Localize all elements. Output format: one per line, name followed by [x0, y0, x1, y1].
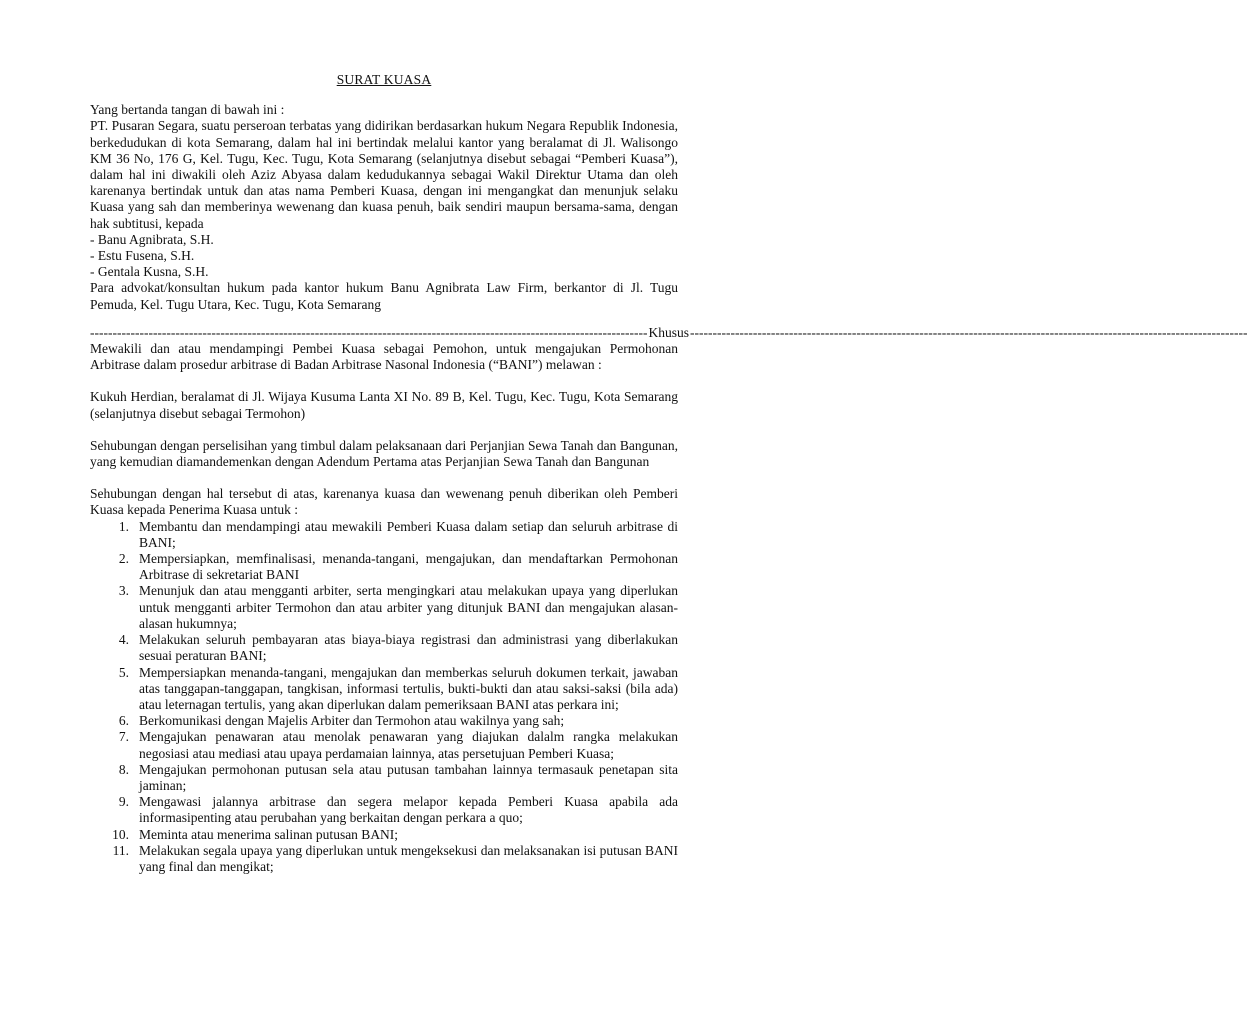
- list-item-text: Mempersiapkan menanda-tangani, mengajukan dan memberkas seluruh dokumen terkait, jawaban atas tanggapan-tanggapan, tangkisan, informasi tertulis, bukti-bukti dan atau saksi-saksi (bila ada) atau leternagan tertulis, yang akan diperlukan dalam pemeriksaan BANI atas perkara ini;: [139, 664, 678, 712]
- list-item: [90, 632, 678, 664]
- section-divider: [90, 324, 1247, 341]
- list-item-number: 5.: [118, 664, 129, 680]
- list-item-number: 3.: [118, 583, 129, 599]
- list-item: [90, 729, 678, 761]
- divider-label: Khusus: [648, 324, 689, 340]
- list-item-number: 8.: [118, 761, 129, 777]
- list-item-text: Mempersiapkan, memfinalisasi, menanda-tangani, mengajukan, dan mendaftarkan Permohonan Arbitrase di sekretariat BANI: [139, 551, 678, 583]
- list-item-text: Mengawasi jalannya arbitrase dan segera melapor kepada Pemberi Kuasa apabila ada informasipenting atau perubahan yang berkaitan dengan perkara a quo;: [139, 794, 678, 826]
- divider-dashes-right: ----------------------------------------------------------------------------------------------------------------------------: [689, 324, 1247, 340]
- intro-line: Yang bertanda tangan di bawah ini :: [90, 102, 285, 118]
- list-item-number: 7.: [118, 729, 129, 745]
- list-item-number: 6.: [118, 713, 129, 729]
- list-item: [90, 665, 678, 714]
- list-item: [90, 713, 678, 729]
- list-item: [90, 551, 678, 583]
- authority-paragraph: Sehubungan dengan hal tersebut di atas, karenanya kuasa dan wewenang penuh diberikan oleh Pemberi Kuasa kepada Penerima Kuasa untuk :: [90, 486, 678, 518]
- list-item-number: 4.: [118, 632, 129, 648]
- attorney-item: - Banu Agnibrata, S.H.: [90, 231, 214, 247]
- list-item-text: Menunjuk dan atau mengganti arbiter, serta mengingkari atau melakukan upaya yang diperlukan untuk mengganti arbiter Termohon dan atau arbiter yang ditunjuk BANI dan mengajukan alasan-alasan hukumnya;: [139, 583, 678, 631]
- list-item-number: 10.: [112, 826, 129, 842]
- respondent-paragraph: Kukuh Herdian, beralamat di Jl. Wijaya Kusuma Lanta XI No. 89 B, Kel. Tugu, Kec. Tugu, Kota Semarang (selanjutnya disebut sebagai Termohon): [90, 389, 678, 421]
- list-item-number: 11.: [112, 842, 129, 858]
- document-title: SURAT KUASA: [336, 72, 432, 87]
- list-item: [90, 843, 678, 875]
- list-item-text: Berkomunikasi dengan Majelis Arbiter dan Termohon atau wakilnya yang sah;: [139, 713, 565, 729]
- list-item-text: Mengajukan penawaran atau menolak penawaran yang diajukan dalalm rangka melakukan negosiasi atau mediasi atau upaya perdamaian lainnya, atas persetujuan Pemberi Kuasa;: [139, 729, 678, 761]
- list-item-number: 2.: [118, 551, 129, 567]
- list-item-text: Melakukan segala upaya yang diperlukan untuk mengeksekusi dan melaksanakan isi putusan BANI yang final dan mengikat;: [139, 842, 678, 874]
- special-paragraph: Mewakili dan atau mendampingi Pembei Kuasa sebagai Pemohon, untuk mengajukan Permohonan Arbitrase dalam prosedur arbitrase di Badan Arbitrase Nasonal Indonesia (“BANI”) melawan :: [90, 341, 678, 373]
- list-item: [90, 583, 678, 632]
- task-list: [90, 519, 678, 875]
- attorney-item: - Estu Fusena, S.H.: [90, 248, 195, 264]
- list-item: [90, 827, 678, 843]
- list-item: [90, 762, 678, 794]
- list-item-number: 1.: [118, 518, 129, 534]
- list-item-text: Melakukan seluruh pembayaran atas biaya-biaya registrasi dan administrasi yang diberlakukan sesuai peraturan BANI;: [139, 632, 678, 664]
- divider-dashes-left: ----------------------------------------------------------------------------------------------------------------------------: [90, 324, 648, 340]
- list-item-number: 9.: [118, 794, 129, 810]
- list-item: [90, 519, 678, 551]
- attorney-list: [90, 232, 678, 281]
- list-item-text: Membantu dan mendampingi atau mewakili Pemberi Kuasa dalam setiap dan seluruh arbitrase di BANI;: [139, 518, 678, 550]
- firm-paragraph: Para advokat/konsultan hukum pada kantor hukum Banu Agnibrata Law Firm, berkantor di Jl. Tugu Pemuda, Kel. Tugu Utara, Kec. Tugu, Kota Semarang: [90, 280, 678, 312]
- attorney-item: - Gentala Kusna, S.H.: [90, 264, 209, 280]
- list-item-text: Meminta atau menerima salinan putusan BANI;: [139, 826, 399, 842]
- list-item: [90, 794, 678, 826]
- dispute-paragraph: Sehubungan dengan perselisihan yang timbul dalam pelaksanaan dari Perjanjian Sewa Tanah dan Bangunan, yang kemudian diamandemenkan dengan Adendum Pertama atas Perjanjian Sewa Tanah dan Bangunan: [90, 437, 678, 470]
- list-item-text: Mengajukan permohonan putusan sela atau putusan tambahan lainnya termasauk penetapan sita jaminan;: [139, 761, 678, 793]
- grantor-paragraph: PT. Pusaran Segara, suatu perseroan terbatas yang didirikan berdasarkan hukum Negara Republik Indonesia, berkedudukan di kota Semarang, dalam hal ini bertindak melalui kantor yang beralamat di Jl. Walisongo KM 36 No, 176 G, Kel. Tugu, Kec. Tugu, Kota Semarang (selanjutnya disebut sebagai “Pemberi Kuasa”), dalam hal ini diwakili oleh Aziz Abyasa dalam kedudukannya sebagai Wakil Direktur Utama dan oleh karenanya bertindak untuk dan atas nama Pemberi Kuasa, dengan ini mengangkat dan menunjuk selaku Kuasa yang sah dan memberinya wewenang dan kuasa penuh, baik sendiri maupun bersama-sama, dengan hak subtitusi, kepada: [90, 118, 678, 231]
